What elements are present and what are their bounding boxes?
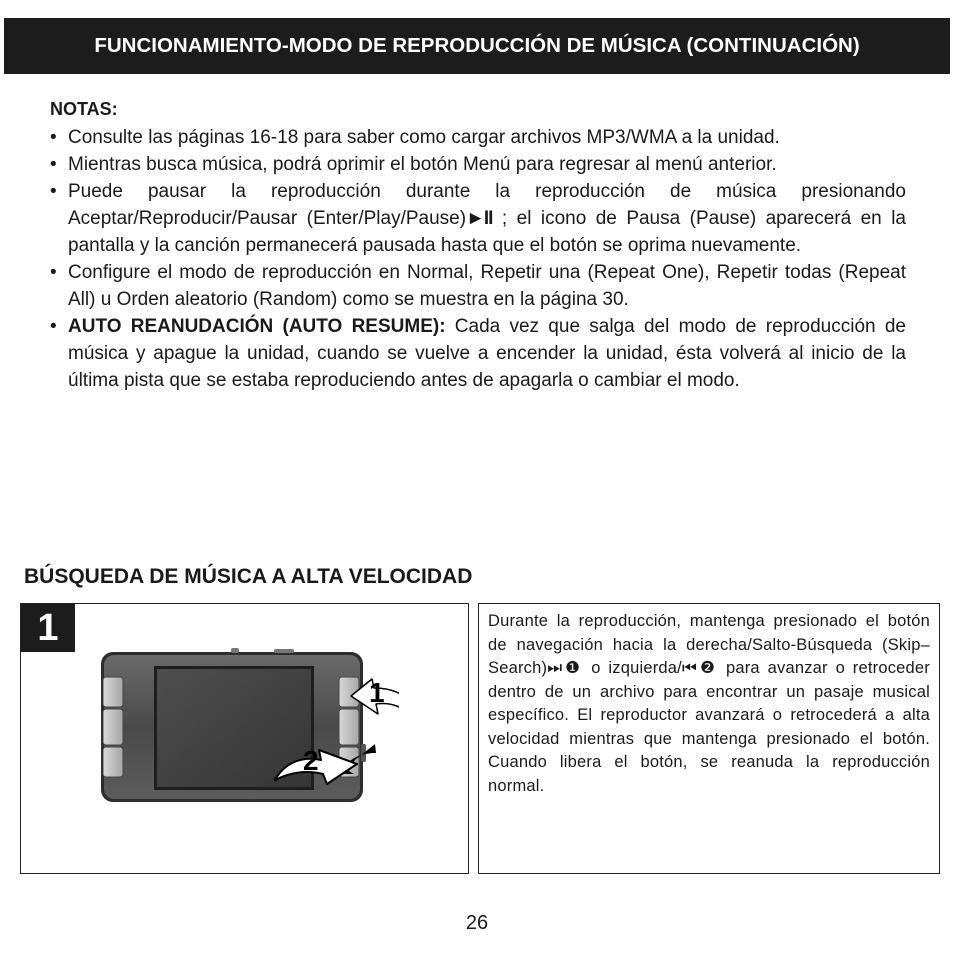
- play-pause-icon: ►II: [466, 208, 493, 229]
- skip-forward-icon: ⏭: [547, 659, 563, 677]
- bullet-icon: •: [50, 262, 57, 283]
- note-bold-lead: AUTO REANUDACIÓN (AUTO RESUME):: [68, 316, 446, 337]
- page-title: FUNCIONAMIENTO-MODO DE REPRODUCCIÓN DE MÚSICA (CONTINUACIÓN): [94, 34, 860, 57]
- top-switch: [274, 649, 294, 653]
- note-text: ; el icono de Pausa (Pause) aparecerá en la pantalla y la canción permanecerá pausada hasta que el botón se oprima nuevamente.: [68, 208, 906, 256]
- note-text: Cada vez que salga del modo de reproducción de música y apague la unidad, cuando se vuelve a encender la unidad, ésta volverá al inicio de la última pista que se estaba reproduciendo antes de apagarla o cambiar el modo.: [68, 316, 906, 391]
- right-button-middle: [339, 709, 359, 745]
- instruction-text: [488, 610, 930, 798]
- instruction-box: [478, 603, 940, 874]
- instruction-part-1: Durante la reproducción, mantenga presionado el botón de navegación hacia la derecha/Salto-Búsqueda (Skip–Search): [488, 612, 930, 677]
- left-button-bottom: [103, 747, 123, 777]
- note-item: [50, 124, 906, 151]
- bullet-icon: •: [50, 154, 57, 175]
- marker-2-icon: ❷: [697, 659, 719, 677]
- page-header-bar: [4, 18, 950, 74]
- bullet-icon: •: [50, 316, 57, 337]
- instruction-part-2: o izquierda/: [583, 659, 682, 677]
- left-button-top: [103, 677, 123, 707]
- media-player-illustration: [99, 644, 399, 804]
- bullet-icon: •: [50, 127, 57, 148]
- arrow-label-2: 2: [303, 745, 319, 776]
- note-item: [50, 151, 906, 178]
- notes-heading: NOTAS:: [50, 99, 118, 119]
- marker-1-icon: ❶: [562, 659, 584, 677]
- arrow-label-1: 1: [369, 677, 385, 708]
- instruction-part-3: para avanzar o retroceder dentro de un archivo para encontrar un pasaje musical específico. El reproductor avanzará o retrocederá a alta velocidad mientras que mantenga presionado el botón. Cuando libera el botón, se reanuda la reproducción normal.: [488, 659, 930, 795]
- note-item: [50, 313, 906, 394]
- notes-list: [50, 124, 906, 394]
- note-text: Consulte las páginas 16-18 para saber como cargar archivos MP3/WMA a la unidad.: [68, 127, 780, 148]
- illustration-box: [20, 603, 469, 874]
- note-text: Mientras busca música, podrá oprimir el botón Menú para regresar al menú anterior.: [68, 154, 777, 175]
- left-button-middle: [103, 709, 123, 745]
- notes-section: [50, 96, 906, 394]
- step-number-badge: 1: [21, 604, 75, 652]
- section-title: BÚSQUEDA DE MÚSICA A ALTA VELOCIDAD: [24, 565, 473, 588]
- note-item: [50, 178, 906, 259]
- page-number: 26: [465, 912, 489, 934]
- top-button: [231, 648, 239, 653]
- skip-back-icon: ⏮: [681, 659, 698, 677]
- bullet-icon: •: [50, 181, 57, 202]
- note-text: Configure el modo de reproducción en Normal, Repetir una (Repeat One), Repetir todas (Repeat All) u Orden aleatorio (Random) como se muestra en la página 30.: [68, 262, 906, 310]
- note-text: Puede pausar la reproducción durante la reproducción de música presionando Aceptar/Reproducir/Pausar (Enter/Play/Pause): [68, 181, 906, 229]
- note-item: [50, 259, 906, 313]
